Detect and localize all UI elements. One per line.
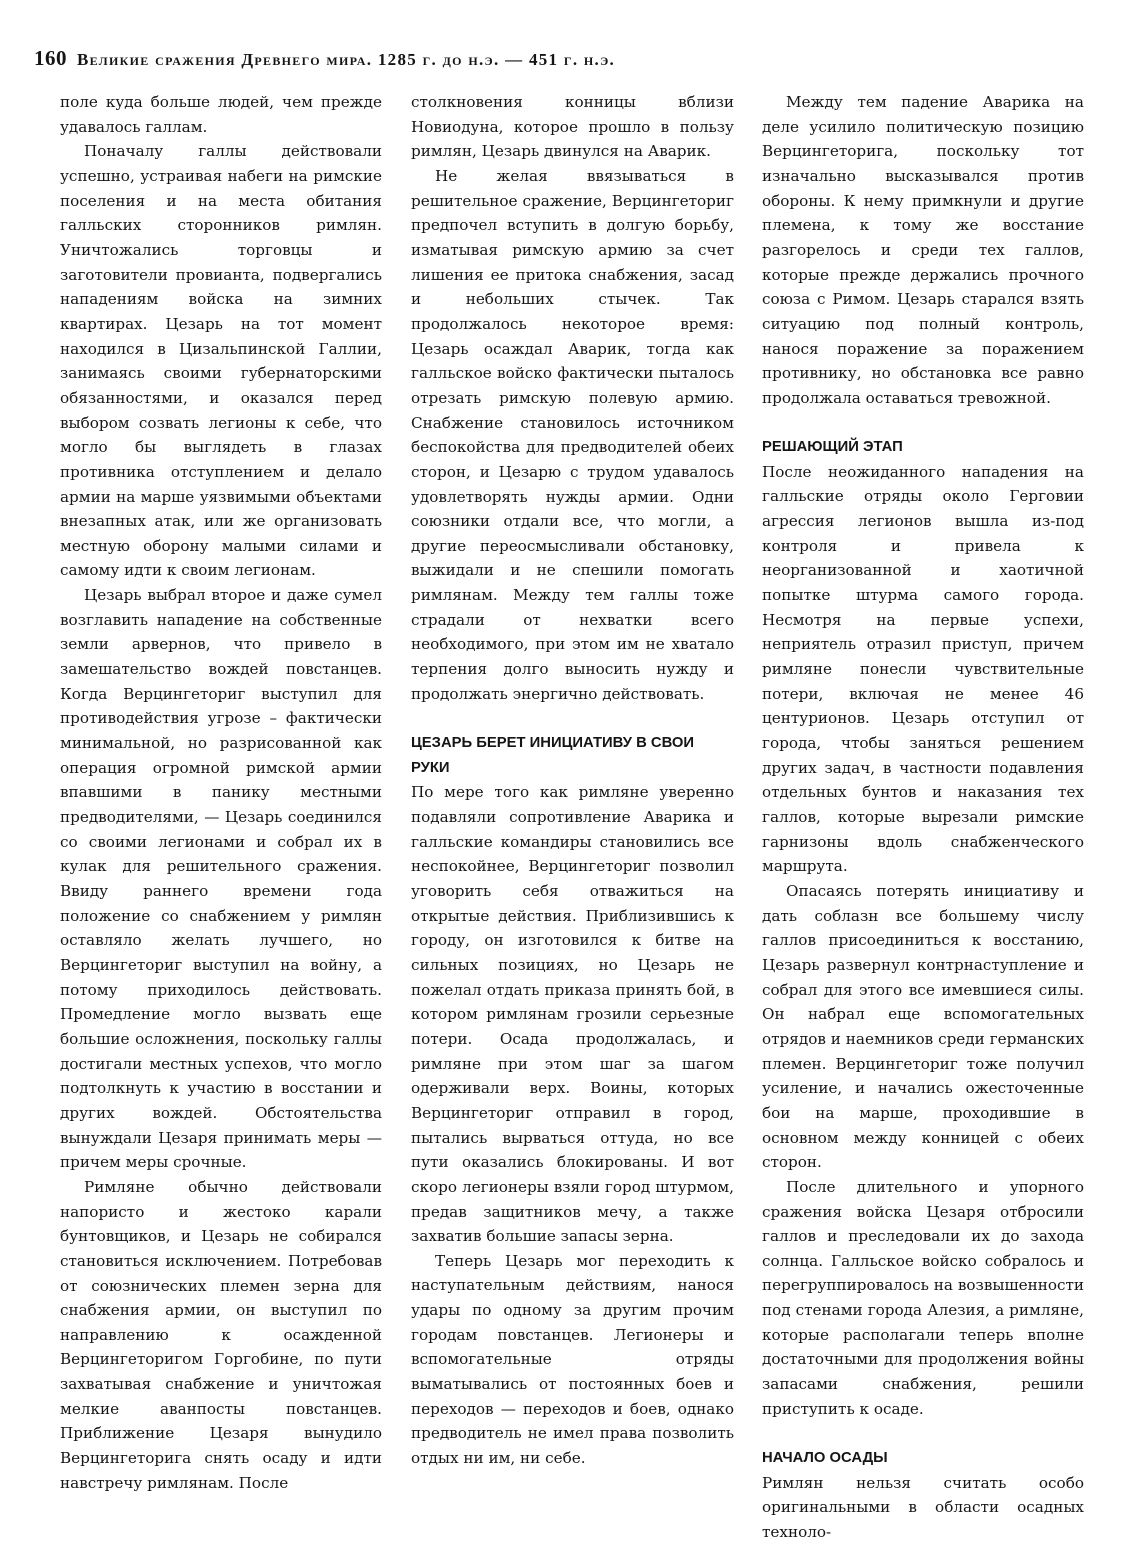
section-heading: РЕШАЮЩИЙ ЭТАП — [762, 439, 903, 456]
paragraph: поле куда больше людей, чем прежде удавалось галлам. — [60, 93, 382, 136]
paragraph: Цезарь выбрал второе и даже сумел возглавить нападение на собственные земли арвернов, что привело в замешательство вождей повстанцев. Когда Верцингеториг выступил для противодействия угрозе – фактически минимальной, но разрисованной как операция огромной римской армии впавшими в панику местными предводителями, — Цезарь соединился со своими легионами и собрал их в кулак для решительного сражения. Ввиду раннего времени года положение со снабжением у римлян оставляло желать лучшего, но Верцингеториг выступил на войну, а потому приходилось действовать. Промедление могло вызвать еще большие осложнения, поскольку галлы достигали местных успехов, что могло подтолкнуть к участию в восстании и других вождей. Обстоятельства вынуждали Цезаря принимать меры — причем меры срочные. — [60, 586, 382, 1172]
text-column-2 — [411, 90, 734, 1471]
paragraph: столкновения конницы вблизи Новиодуна, которое прошло в пользу римлян, Цезарь двинулся на Аварик. — [411, 93, 734, 161]
paragraph: Не желая ввязываться в решительное сражение, Верцингеториг предпочел вступить в долгую борьбу, изматывая римскую армию за счет лишения ее притока снабжения, засад и небольших стычек. Так продолжалось некоторое время: Цезарь осаждал Аварик, тогда как галльское войско фактически пыталось отрезать римскую полевую армию. Снабжение становилось источником беспокойства для предводителей обеих сторон, и Цезарю с трудом удавалось удовлетворять нужды армии. Одни союзники отдали все, что могли, а другие переосмысливали обстановку, выжидали и не спешили помогать римлянам. Между тем галлы тоже страдали от нехватки всего необходимого, при этом им не хватало терпения долго выносить нужду и продолжать энергично действовать. — [411, 166, 734, 703]
text-column-1 — [60, 90, 382, 1495]
section-spacer — [762, 1421, 1084, 1446]
section-spacer — [762, 411, 1084, 436]
paragraph: Между тем падение Аварика на деле усилило политическую позицию Верцингеторига, поскольку тот изначально высказывался против обороны. К нему примкнули и другие племена, к тому же восстание разгорелось и среди тех галлов, которые прежде держались прочного союза с Римом. Цезарь старался взять ситуацию под полный контроль, нанося поражение за поражением противнику, но обстановка все равно продолжала оставаться тревожной. — [762, 93, 1084, 407]
paragraph: Римлян нельзя считать особо оригинальными в области осадных техноло- — [762, 1473, 1084, 1542]
section-heading: ЦЕЗАРЬ БЕРЕТ ИНИЦИАТИВУ В СВОИ РУКИ — [411, 735, 695, 776]
paragraph: Опасаясь потерять инициативу и дать соблазн все большему числу галлов присоединиться к восстанию, Цезарь развернул контрнаступление и собрал для этого все имевшиеся силы. Он набрал еще вспомогательных отрядов и наемников среди германских племен. Верцингеториг тоже получил усиление, и начались ожесточенные бои на марше, проходившие в основном между конницей с обеих сторон. — [762, 881, 1084, 1172]
paragraph: Римляне обычно действовали напористо и жестоко карали бунтовщиков, и Цезарь не собирался становиться исключением. Потребовав от союзнических племен зерна для снабжения армии, он выступил по направлению к осажденной Верцингеторигом Горгобине, по пути захватывая снабжение и уничтожая мелкие аванпосты повстанцев. Приближение Цезаря вынудило Верцингеторига снять осаду и идти навстречу римлянам. После — [60, 1177, 382, 1492]
paragraph: Теперь Цезарь мог переходить к наступательным действиям, нанося удары по одному за другим прочим городам повстанцев. Легионеры и вспомогательные отряды выматывались от постоянных боев и переходов — переходов и боев, однако предводитель не имел права позволить отдых ни им, ни себе. — [411, 1251, 734, 1468]
paragraph: Поначалу галлы действовали успешно, устраивая набеги на римские поселения и на места обитания галльских сторонников римлян. Уничтожались торговцы и заготовители провианта, подвергались нападениям войска на зимних квартирах. Цезарь на тот момент находился в Цизальпинской Галлии, занимаясь своими губернаторскими обязанностями, и оказался перед выбором созвать легионы к себе, что могло бы выглядеть в глазах противника отступлением и делало армии на марше уязвимыми объектами внезапных атак, или же организовать местную оборону малыми силами и самому идти к своим легионам. — [60, 142, 382, 580]
paragraph: После неожиданного нападения на галльские отряды около Герговии агрессия легионов вышла из-под контроля и привела к неорганизованной и хаотичной попытке штурма самого города. Несмотря на первые успехи, неприятель отразил приступ, причем римляне понесли чувствительные потери, включая не менее 46 центурионов. Цезарь отступил от города, чтобы заняться решением других задач, в частности подавления отдельных бунтов и наказания тех галлов, которые вырезали римские гарнизоны вдоль снабженческого маршрута. — [762, 462, 1084, 876]
text-column-3 — [762, 90, 1084, 1545]
section-spacer — [411, 706, 734, 731]
paragraph: После длительного и упорного сражения войска Цезаря отбросили галлов и преследовали их до захода солнца. Галльское войско собралось и перегруппировалось на возвышенности под стенами города Алезия, а римляне, которые располагали теперь вполне достаточными для продолжения войны запасами снабжения, решили приступить к осаде. — [762, 1177, 1084, 1418]
page-number: 160 — [34, 46, 67, 70]
paragraph: По мере того как римляне уверенно подавляли сопротивление Аварика и галльские командиры становились все неспокойнее, Верцингеториг позволил уговорить себя отважиться на открытые действия. Приблизившись к городу, он изготовился к битве на сильных позициях, но Цезарь не пожелал отдать приказа принять бой, в котором римлянам грозили серьезные потери. Осада продолжалась, и римляне при этом шаг за шагом одерживали верх. Воины, которых Верцингеториг отправил в город, пытались вырваться оттуда, но все пути оказались блокированы. И вот скоро легионеры взяли город штурмом, предав защитников мечу, а также захватив большие запасы зерна. — [411, 783, 734, 1246]
running-title: Великие сражения Древнего мира. 1285 г. до н.э. — 451 г. н.э. — [77, 50, 616, 69]
running-header — [34, 46, 1094, 71]
section-heading: НАЧАЛО ОСАДЫ — [762, 1450, 888, 1467]
